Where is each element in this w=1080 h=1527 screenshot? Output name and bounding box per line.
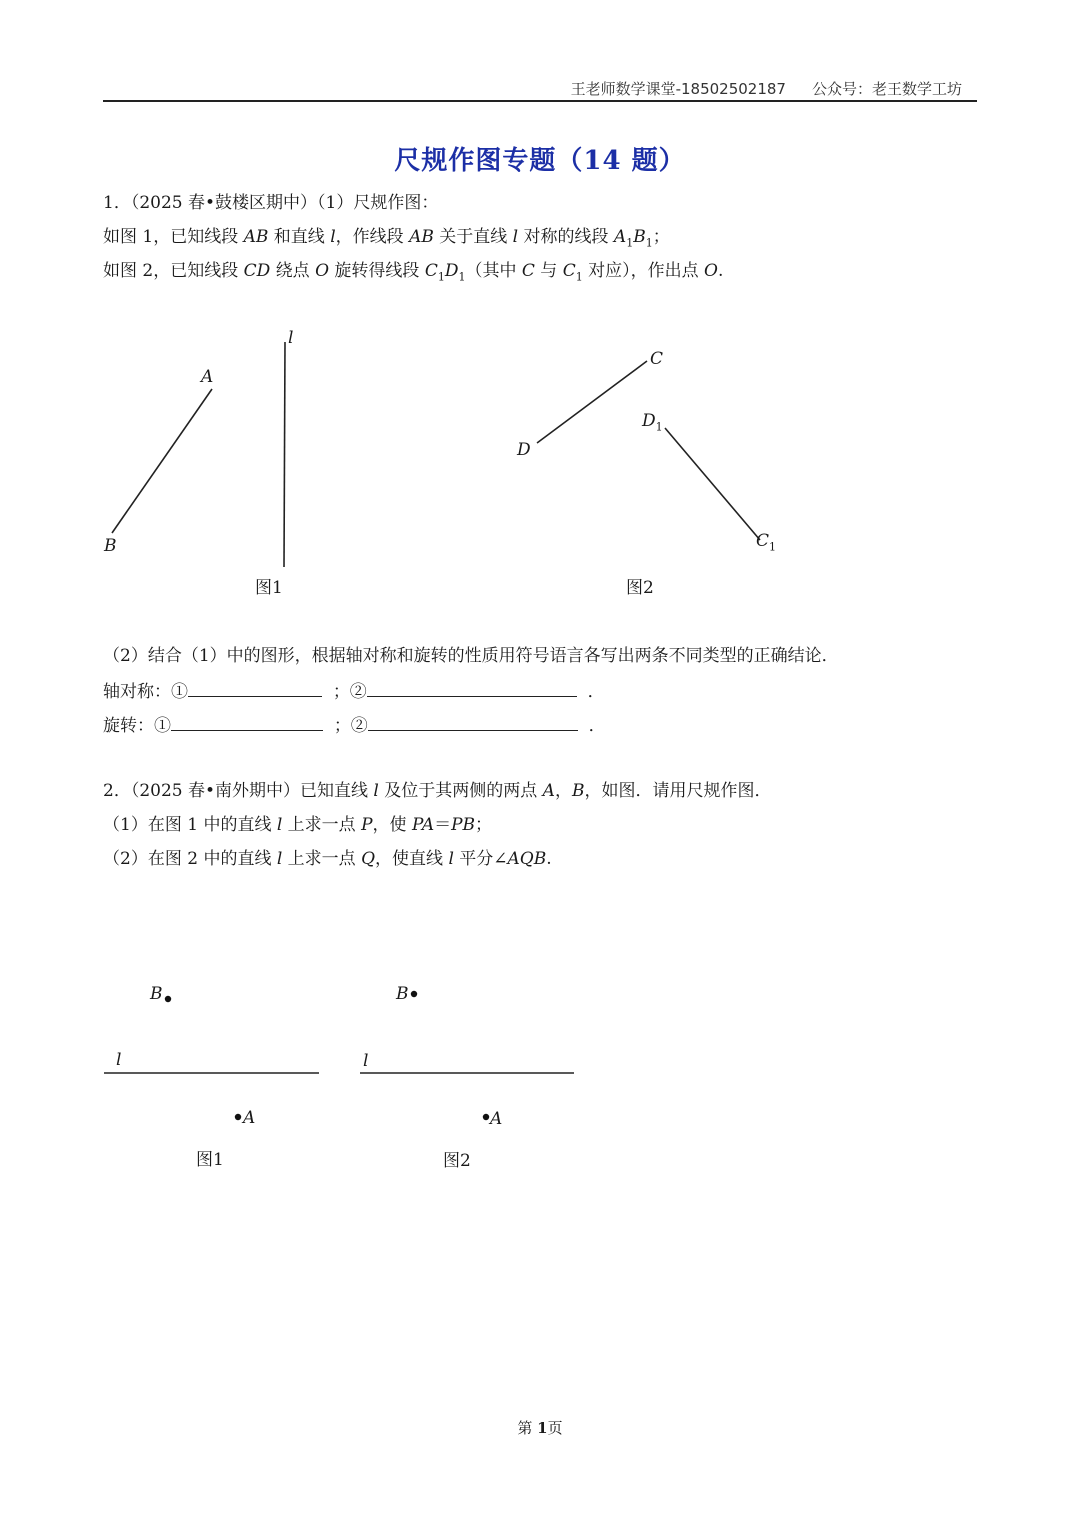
q2-fig1-point-a: [235, 1114, 241, 1120]
q1-line1: 1．（2025 春•鼓楼区期中）（1）尺规作图：: [103, 193, 439, 213]
q2-line1: 2．（2025 春•南外期中）已知直线 l 及位于其两侧的两点 A，B，如图．请用尺规作图．: [103, 781, 772, 801]
page-number: 1: [537, 1419, 548, 1437]
q2-fig2-label-a: A: [490, 1109, 503, 1129]
q2-fig1-label-l: l: [116, 1050, 122, 1070]
q1-rotation-answer-line: 旋转：① ；② ．: [103, 712, 606, 738]
rotation-answer-blank-1[interactable]: [171, 712, 323, 731]
q2-fig2-label-l: l: [363, 1051, 369, 1071]
q2-fig2-caption: 图2: [443, 1151, 471, 1171]
q1-fig2-label-c1: $C_1$: [756, 531, 777, 554]
q2-fig2-point-a: [483, 1114, 489, 1120]
q2-line2: （1）在图 1 中的直线 l 上求一点 P，使 PA＝PB；: [103, 815, 493, 835]
q1-fig2-label-c: C: [650, 349, 664, 369]
q1-fig2-label-d: D: [517, 440, 531, 460]
q2-fig1-label-b: B: [150, 984, 163, 1004]
q1-fig1-segment-ab: [112, 389, 212, 533]
q1-fig1-line-l: [284, 342, 285, 567]
q1-fig2-label-d1: $D_1$: [642, 411, 663, 434]
axis-answer-blank-2[interactable]: [367, 678, 577, 697]
q1-fig2-segment-cd: [537, 361, 647, 443]
q2-fig2-label-b: B: [396, 984, 409, 1004]
q1-fig1-caption: 图1: [255, 578, 283, 598]
q1-fig2-caption: 图2: [626, 578, 654, 598]
page-title: 尺规作图专题（14 题）: [394, 146, 686, 176]
header-contact: 王老师数学课堂-18502502187: [570, 80, 786, 98]
header-wechat: 公众号：老王数学工坊: [811, 80, 962, 98]
q2-fig1-point-b: [165, 996, 171, 1002]
q1-fig1-label-l: l: [288, 328, 294, 348]
q1-fig1-label-a: A: [201, 367, 214, 387]
q1-fig1-label-b: B: [104, 536, 117, 556]
q1-axis-answer-line: 轴对称：① ；② ．: [103, 678, 605, 704]
q2-fig1-caption: 图1: [196, 1150, 224, 1170]
q2-fig1-label-a: A: [243, 1108, 256, 1128]
axis-answer-blank-1[interactable]: [188, 678, 322, 697]
rotation-answer-blank-2[interactable]: [368, 712, 578, 731]
q2-line3: （2）在图 2 中的直线 l 上求一点 Q，使直线 l 平分∠AQB.: [103, 849, 552, 869]
q1-fig2-segment-c1d1: [665, 428, 760, 540]
q2-fig2-point-b: [411, 991, 417, 997]
page-footer: 第 1页: [517, 1419, 563, 1437]
q1-part2: （2）结合（1）中的图形，根据轴对称和旋转的性质用符号语言各写出两条不同类型的正确结论．: [103, 646, 839, 666]
q1-line3: 如图 2，已知线段 CD 绕点 O 旋转得线段 $C_1D_1$（其中 C 与 $C_1$ 对应），作出点 O.: [103, 261, 724, 284]
q1-line2: 如图 1，已知线段 AB 和直线 l，作线段 AB 关于直线 l 对称的线段 $A_1B_1$；: [103, 227, 670, 250]
